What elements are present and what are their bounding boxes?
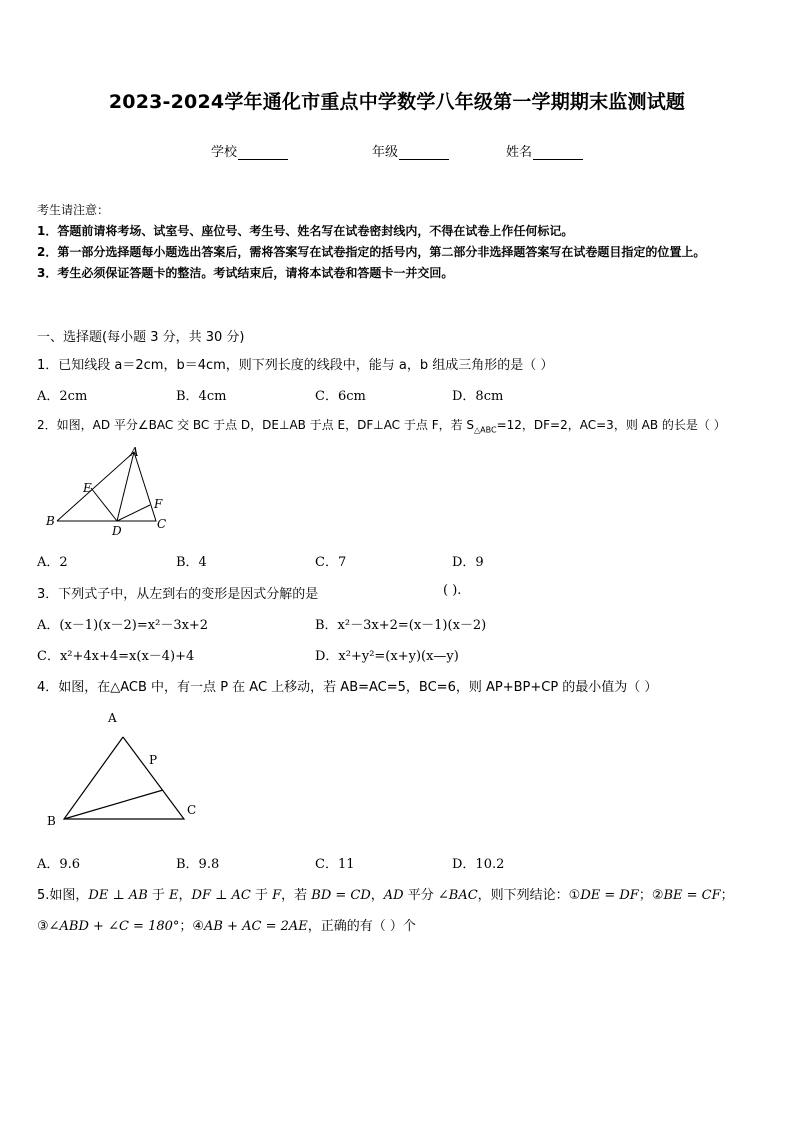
school-label: 学校 <box>211 145 238 160</box>
q5-math: E <box>169 888 179 903</box>
q1-option-c: C．6cm <box>315 389 366 404</box>
q5-math: ∠ABD + ∠C = 180° <box>48 919 180 934</box>
page-title: 2023-2024学年通化市重点中学数学八年级第一学期期末监测试题 <box>108 91 686 113</box>
q5-math: AB + AC = 2AE <box>204 919 308 934</box>
q2-label-d: D <box>112 524 122 538</box>
q5-math: F <box>272 888 282 903</box>
name-blank <box>533 146 583 160</box>
q5-math: BD = CD <box>311 888 371 903</box>
question-5-line-2 <box>37 915 416 934</box>
q5-text: ；② <box>638 888 664 903</box>
q3-option-c: C．x²+4x+4=x(x－4)+4 <box>37 649 195 664</box>
q5-text: ； <box>720 888 734 903</box>
q5-text: ，若 <box>281 888 312 903</box>
name-label: 姓名 <box>506 145 533 160</box>
q4-option-d: D．10.2 <box>452 857 505 872</box>
notice-block <box>37 200 762 284</box>
q4-label-b: B <box>47 814 56 828</box>
q5-text: ，则下列结论：① <box>477 888 581 903</box>
question-4-stem: 4．如图，在△ACB 中，有一点 P 在 AC 上移动，若 AB=AC=5，BC=6，则 AP+BP+CP 的最小值为（ ） <box>37 680 658 695</box>
q2-stem-part: 2．如图，AD 平分∠BAC 交 BC 于点 D，DE⊥AB 于点 E，DF⊥AC 于点 F，若 S <box>37 418 475 432</box>
q5-math: BE = CF <box>663 888 721 903</box>
q2-stem-part: =12，DF=2，AC=3，则 AB 的长是（ ） <box>496 418 726 432</box>
q2-stem-subscript: △ABC <box>474 425 497 435</box>
q5-math: ∠BAC <box>437 888 478 903</box>
grade-blank <box>399 146 449 160</box>
question-1-stem: 1．已知线段 a＝2cm，b＝4cm，则下列长度的线段中，能与 a，b 组成三角形的是（ ） <box>37 358 554 373</box>
school-blank <box>238 146 288 160</box>
q2-option-c: C．7 <box>315 555 347 570</box>
q5-text: ， <box>178 888 192 903</box>
notice-item: 1．答题前请将考场、试室号、座位号、考生号、姓名写在试卷密封线内，不得在试卷上作任何标记。 <box>37 224 574 238</box>
q3-answer-paren: ( ). <box>443 583 462 598</box>
q5-math: AD <box>383 888 404 903</box>
grade-field <box>372 141 449 160</box>
q5-text: 于 <box>250 888 273 903</box>
q3-option-a: A．(x－1)(x－2)=x²－3x+2 <box>37 618 209 633</box>
q3-option-d: D．x²+y²=(x+y)(x—y) <box>315 649 459 664</box>
q4-figure <box>40 706 210 832</box>
q5-math: DE = DF <box>580 888 639 903</box>
q2-label-f: F <box>154 497 163 511</box>
q4-option-b: B．9.8 <box>176 857 220 872</box>
q4-label-a: A <box>108 711 117 725</box>
q5-math: DE ⊥ AB <box>88 888 148 903</box>
q5-text: ，正确的有（ ）个 <box>307 919 416 934</box>
q4-label-c: C <box>187 803 197 817</box>
q1-option-d: D．8cm <box>452 389 504 404</box>
notice-item: 2．第一部分选择题每小题选出答案后，需将答案写在试卷指定的括号内，第二部分非选择题答案写在试卷题目指定的位置上。 <box>37 245 706 259</box>
q5-text: ， <box>370 888 384 903</box>
school-field <box>211 141 288 160</box>
q2-label-c: C <box>157 517 167 531</box>
q2-label-a: A <box>130 445 139 459</box>
grade-label: 年级 <box>372 145 399 160</box>
q1-option-b: B．4cm <box>176 389 227 404</box>
q5-math: DF ⊥ AC <box>191 888 251 903</box>
q3-option-b: B．x²－3x+2=(x－1)(x－2) <box>315 618 487 633</box>
notice-item: 3．考生必须保证答题卡的整洁。考试结束后，请将本试卷和答题卡一并交回。 <box>37 266 454 280</box>
question-2-stem <box>37 416 726 434</box>
q2-label-b: B <box>46 514 55 528</box>
q5-text: 于 <box>147 888 170 903</box>
q5-text: ；④ <box>179 919 205 934</box>
notice-heading: 考生请注意： <box>37 203 110 217</box>
section-heading: 一、选择题(每小题 3 分，共 30 分) <box>37 330 245 345</box>
q2-option-a: A．2 <box>37 555 68 570</box>
q2-label-e: E <box>83 481 92 495</box>
q5-text: ③ <box>37 919 49 934</box>
q2-option-b: B．4 <box>176 555 207 570</box>
q4-option-c: C．11 <box>315 857 355 872</box>
q4-option-a: A．9.6 <box>37 857 81 872</box>
question-5-line-1 <box>37 884 734 903</box>
q5-text: 5.如图， <box>37 888 89 903</box>
q4-label-p: P <box>149 753 158 767</box>
name-field <box>506 141 583 160</box>
q5-text: 平分 <box>403 888 438 903</box>
question-3-stem: 3．下列式子中，从左到右的变形是因式分解的是 <box>37 587 319 602</box>
q1-option-a: A．2cm <box>37 389 88 404</box>
q2-option-d: D．9 <box>452 555 484 570</box>
q2-figure <box>40 444 180 540</box>
